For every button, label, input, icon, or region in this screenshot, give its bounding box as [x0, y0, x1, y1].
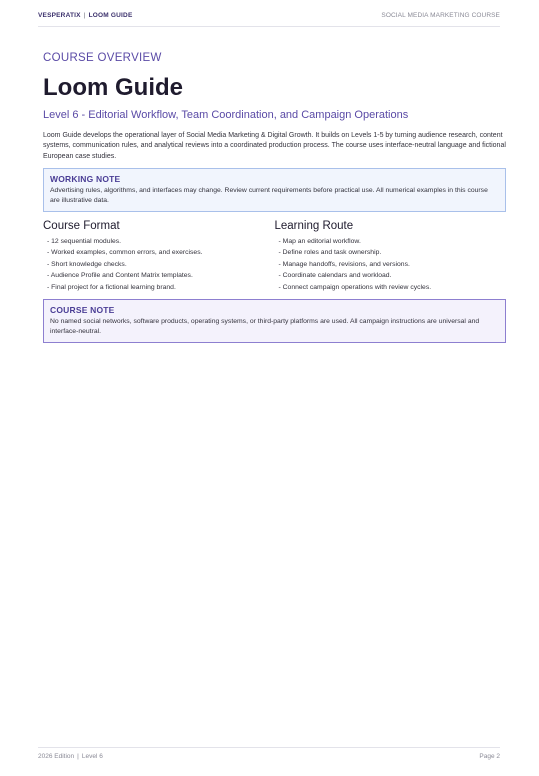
- list-item: - Connect campaign operations with review cycles.: [278, 283, 432, 291]
- course-note-body: No named social networks, software products, operating systems, or third-party platforms are used. All campaign instructions are universal and interface-neutral.: [50, 318, 480, 336]
- list-item: - Coordinate calendars and workload.: [278, 272, 392, 280]
- page-header: [38, 12, 500, 27]
- course-format-list: [43, 236, 275, 294]
- edition-label: 2026 Edition: [38, 753, 75, 760]
- list-item: - Worked examples, common errors, and exercises.: [47, 249, 203, 257]
- working-note-body: Advertising rules, algorithms, and interfaces may change. Review current requirements before practical use. All numerical examples in this course are illustrative data.: [50, 187, 488, 205]
- list-item: - Map an editorial workflow.: [278, 237, 361, 245]
- working-note-title: WORKING NOTE: [50, 174, 121, 185]
- course-note-title: COURSE NOTE: [50, 305, 115, 316]
- list-item: - Audience Profile and Content Matrix templates.: [47, 272, 193, 280]
- course-note-box: [43, 299, 506, 343]
- two-column-section: [43, 219, 506, 294]
- learning-route-list: [275, 236, 507, 294]
- learning-route-column: [275, 219, 507, 294]
- page-content: [43, 52, 506, 343]
- learning-route-heading: Learning Route: [274, 219, 354, 232]
- list-item: - 12 sequential modules.: [47, 237, 122, 245]
- course-format-column: [43, 219, 275, 294]
- page-title: Loom Guide: [43, 74, 183, 101]
- section-eyebrow: COURSE OVERVIEW: [43, 52, 162, 64]
- list-item: - Short knowledge checks.: [47, 260, 127, 268]
- brand-section: LOOM GUIDE: [88, 12, 133, 19]
- page-footer: [38, 747, 500, 760]
- page-subtitle: Level 6 - Editorial Workflow, Team Coordination, and Campaign Operations: [43, 109, 409, 121]
- list-item: - Final project for a fictional learning brand.: [47, 283, 176, 291]
- course-name: SOCIAL MEDIA MARKETING COURSE: [381, 12, 500, 19]
- list-item: - Manage handoffs, revisions, and versions.: [278, 260, 410, 268]
- footer-edition: [38, 753, 103, 760]
- level-label: Level 6: [81, 753, 103, 760]
- intro-paragraph: Loom Guide develops the operational layer of Social Media Marketing & Digital Growth. It builds on Levels 1-5 by turning audience research, content systems, communication rules, and analytical reviews into a coordinated production process. The course uses interface-neutral language and fictional European case studies.: [43, 132, 506, 160]
- working-note-box: [43, 168, 506, 212]
- list-item: - Define roles and task ownership.: [278, 249, 382, 257]
- brand-label: [38, 12, 132, 19]
- header-separator: |: [83, 12, 86, 19]
- footer-separator: |: [77, 753, 79, 760]
- course-format-heading: Course Format: [43, 219, 120, 232]
- brand-name: VESPERATIX: [38, 12, 81, 19]
- page-number: Page 2: [479, 753, 500, 760]
